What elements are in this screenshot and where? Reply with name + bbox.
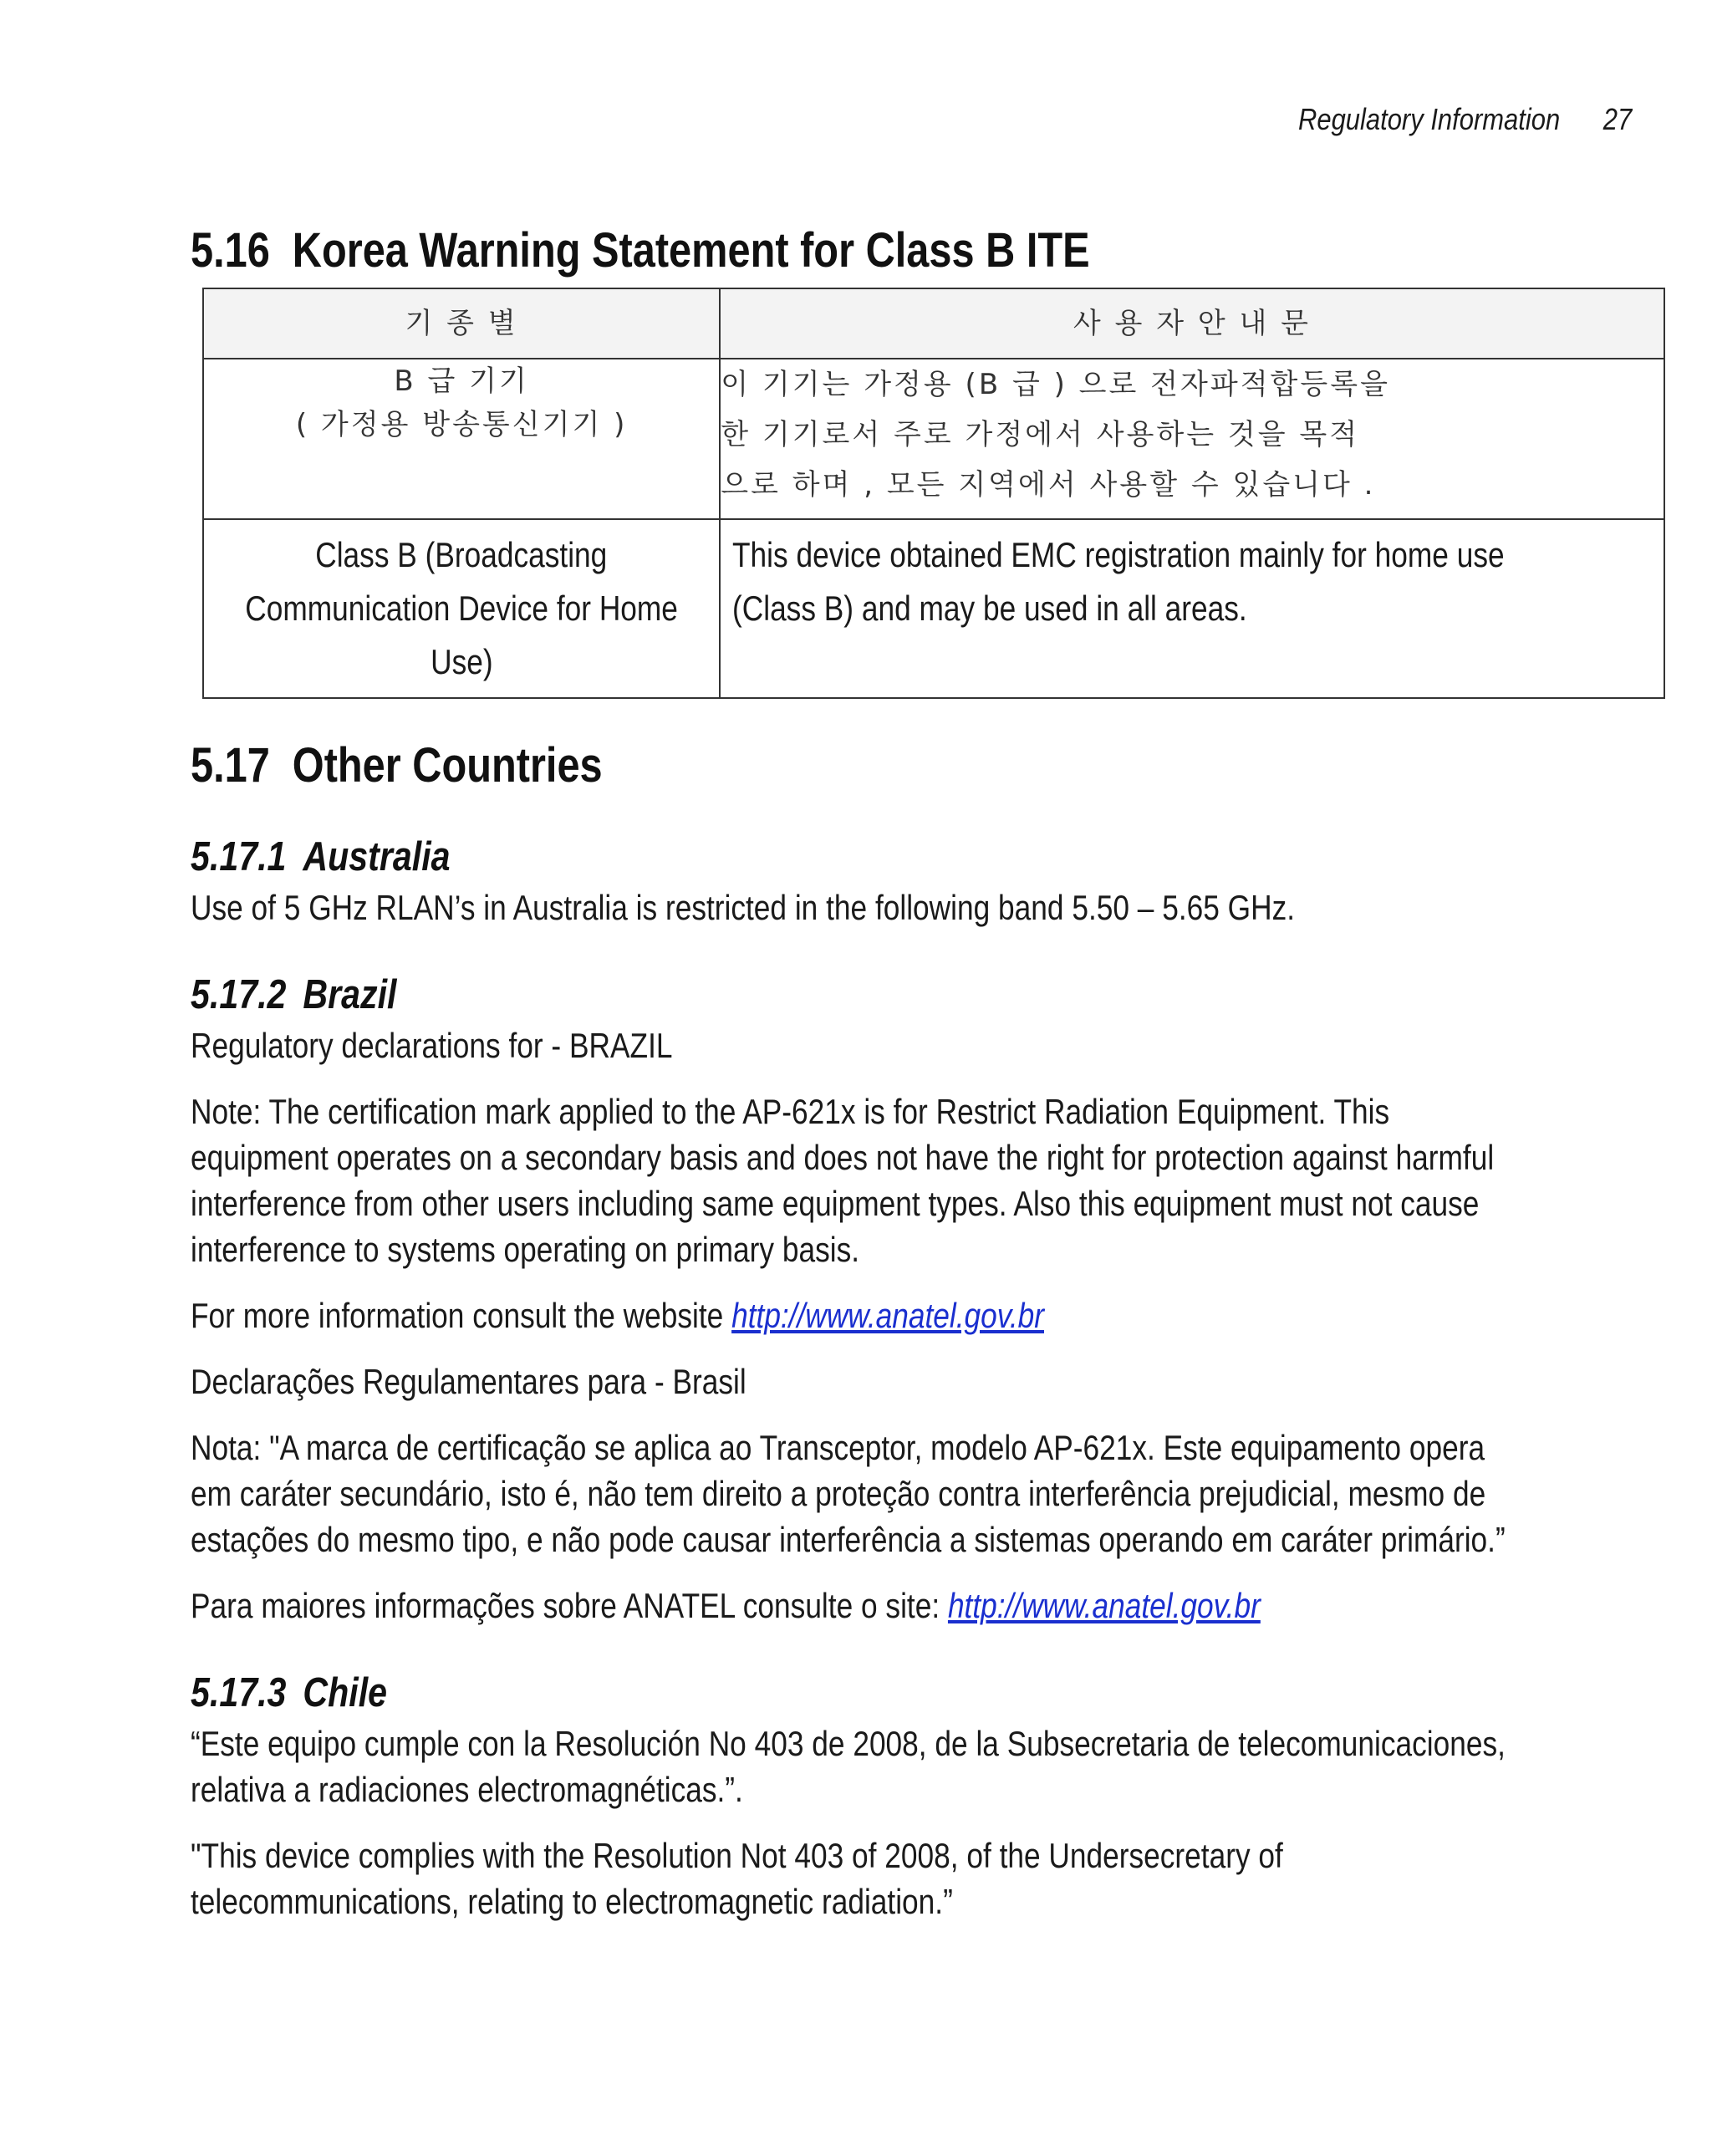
section-number: 5.17	[191, 738, 270, 793]
brazil-website-paragraph: For more information consult the website http://www.anatel.gov.br	[191, 1296, 1044, 1335]
section-5-17-3-heading	[191, 1665, 1595, 1720]
korea-statement-table	[202, 288, 1665, 699]
column-header-device-type: 기 종 별	[203, 288, 720, 359]
section-title: Korea Warning Statement for Class B ITE	[292, 223, 1090, 278]
table-row	[203, 359, 1664, 519]
brazil-portuguese-heading: Declarações Regulamentares para - Brasil	[191, 1362, 746, 1401]
brazil-note-paragraph: Note: The certification mark applied to the AP-621x is for Restrict Radiation Equipment. This equipment operates on a secondary basis and does not have the right for protection against harmful interference from other users including same equipment types. Also this equipment must not cause interference to systems operating on primary basis.	[191, 1092, 1495, 1269]
table-cell-english-class: Class B (Broadcasting Communication Device for Home Use)	[203, 519, 720, 698]
anatel-link[interactable]: http://www.anatel.gov.br	[731, 1296, 1044, 1335]
table-row	[203, 519, 1664, 698]
page-number: 27	[1602, 102, 1632, 136]
page-content	[191, 219, 1595, 1924]
table-header-row	[203, 288, 1664, 359]
table-cell-korean-class: B 급 기기 ( 가정용 방송통신기기 )	[203, 359, 720, 519]
section-number: 5.16	[191, 223, 270, 278]
running-header	[1298, 102, 1632, 137]
subsection-title: Australia	[303, 834, 451, 879]
subsection-title: Brazil	[303, 972, 397, 1017]
running-header-title: Regulatory Information	[1297, 102, 1560, 136]
subsection-number: 5.17.1	[191, 834, 287, 879]
column-header-user-guide: 사 용 자 안 내 문	[720, 288, 1664, 359]
table-cell-english-notice: This device obtained EMC registration mainly for home use (Class B) and may be used in all areas.	[720, 519, 1664, 698]
brazil-portuguese-note: Nota: "A marca de certificação se aplica ao Transceptor, modelo AP-621x. Este equipamento opera em caráter secundário, isto é, não tem direito a proteção contra interferência prejudicial, mesmo de estações do mesmo tipo, e não pode causar interferência a sistemas operando em caráter primário.”	[191, 1428, 1506, 1559]
brazil-declaration-heading: Regulatory declarations for - BRAZIL	[191, 1026, 673, 1065]
brazil-portuguese-website: Para maiores informações sobre ANATEL consulte o site: http://www.anatel.gov.br	[191, 1586, 1261, 1625]
section-title: Other Countries	[292, 738, 603, 793]
subsection-number: 5.17.2	[191, 972, 287, 1017]
anatel-link-pt[interactable]: http://www.anatel.gov.br	[947, 1586, 1261, 1625]
table-cell-korean-notice: 이 기기는 가정용 (B 급 ) 으로 전자파적합등록을 한 기기로서 주로 가정에서 사용하는 것을 목적 으로 하며 , 모든 지역에서 사용할 수 있습니다 .	[720, 359, 1664, 519]
section-5-16-heading	[191, 219, 1595, 283]
section-5-17-1-heading	[191, 829, 1595, 884]
section-5-17-heading	[191, 734, 1595, 798]
australia-paragraph: Use of 5 GHz RLAN’s in Australia is restricted in the following band 5.50 – 5.65 GHz.	[191, 888, 1296, 927]
chile-spanish-paragraph: “Este equipo cumple con la Resolución No 403 de 2008, de la Subsecretaria de telecomunicaciones, relativa a radiaciones electromagnéticas.”.	[191, 1724, 1506, 1809]
chile-english-paragraph: "This device complies with the Resolution Not 403 of 2008, of the Undersecretary of telecommunications, relating to electromagnetic radiation.”	[191, 1836, 1283, 1921]
subsection-number: 5.17.3	[191, 1670, 287, 1715]
section-5-17-2-heading	[191, 967, 1595, 1022]
subsection-title: Chile	[303, 1670, 388, 1715]
